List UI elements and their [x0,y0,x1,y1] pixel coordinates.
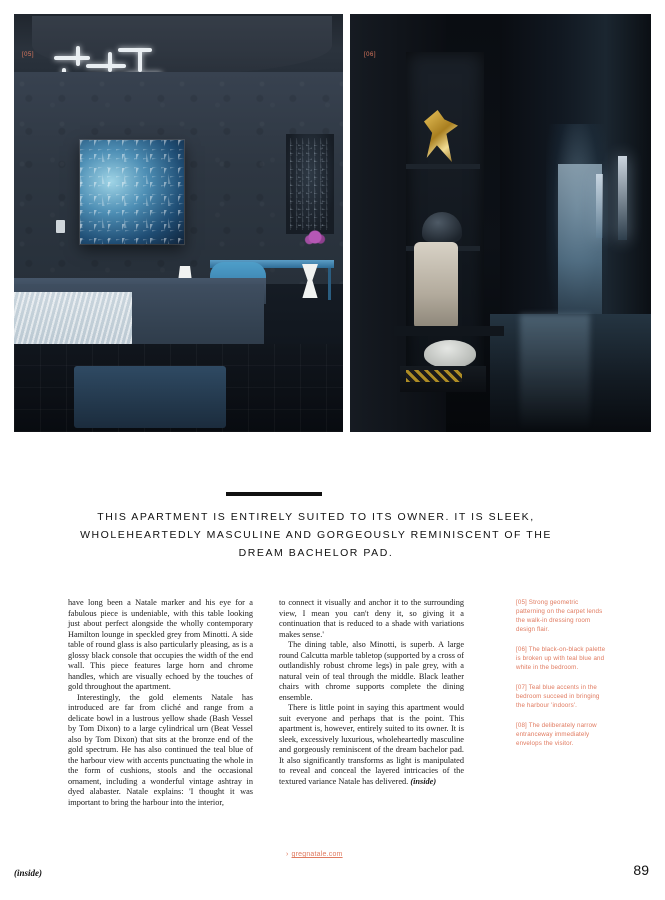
ottoman [74,366,226,428]
caption-text: The deliberately narrow entranceway immediately envelops the visitor. [516,722,597,747]
caption-tag: [07] [516,684,527,691]
photo-tag-left: [05] [22,52,35,58]
paragraph: The dining table, also Minotti, is superb. A large round Calcutta marble tabletop (supported by a cross of outlandishly robust chrome legs) in pale grey, with a natural vein of teal through the middle. Black leather chairs with chrome supports complete the dining ensemble. [279,640,464,702]
caption-rail [516,598,608,759]
caption-item [516,721,608,748]
stone-urn [414,242,458,328]
body-column-two [279,598,464,808]
console-ledge [394,326,504,336]
wall-sconce-icon [618,156,627,240]
body-column-one [68,598,253,808]
caption-tag: [08] [516,722,527,729]
console-leg [328,268,331,300]
masthead: (inside) [14,868,42,878]
hall-floor [490,314,651,432]
hallway-entrance-photo [350,14,651,432]
blue-artwork [80,140,184,244]
paragraph: to connect it visually and anchor it to the surrounding view, I mean you can't deny it, so giving it a continuation that is reduced to a shade with variations makes sense.' [279,598,464,639]
arrow-icon: › [286,851,289,858]
paragraph-text: There is little point in saying this apartment would suit everyone and perhaps that is the point. This apartment is, however, entirely suited to its owner. It is sleek, excessively luxurious, wholeheartedly masculine and gorgeously reminiscent of the dream bachelor pad. It also significantly transforms as light is manipulated to reveal and conceal the layered intricacies of the textured variance Natale has delivered. [279,703,464,786]
caption-item [516,598,608,634]
pullquote: THIS APARTMENT IS ENTIRELY SUITED TO ITS OWNER. IT IS SLEEK, WHOLEHEARTEDLY MASCULINE AND GORGEOUSLY REMINISCENT OF THE DREAM BACHELOR PAD. [80,511,552,559]
hallway-scene [350,14,651,432]
bedroom-scene [14,14,343,432]
page-number: 89 [633,862,649,878]
wall-sconce-icon [596,174,603,238]
flowers [304,228,326,246]
paragraph: have long been a Natale marker and his eye for a fabulous piece is undeniable, with this table looking just about perfect alongside the wholly contemporary Hamilton lounge in speckled grey from Minotti. A side table of round glass is also particularly pleasing, as is a glossy black console that occupies the width of the end wall. This piece features large horn and chrome handles, which are visually echoed by the touches of gold throughout the apartment. [68,598,253,691]
website-url[interactable]: gregnatale.com [291,851,343,858]
bedroom-lounge-photo [14,14,343,432]
inside-mark: (inside) [410,776,437,786]
website-link[interactable] [286,851,343,858]
photo-block [14,14,651,432]
paragraph: Interestingly, the gold elements Natale has introduced are far from cliché and range from a delicate bowl in a lustrous yellow shade (Bash Vessel by Tom Dixon) to a large cylindrical urn (Beat Vessel also by Tom Dixon) that sits at the bronze end of the gold spectrum. He has also continued the teal blue of the harbour view with accents punctuating the whole in the form of cushions, stools and the occasional ornament, including a wonderful vintage ashtray in dyed alabaster. Natale explains: 'I thought it was important to bring the harbour into the interior, [68,692,253,807]
caption-tag: [06] [516,646,527,653]
niche-shelf [406,164,480,169]
wall-sculpture [286,134,334,234]
caption-tag: [05] [516,599,527,606]
body-columns [68,598,464,808]
photo-tag-right: [06] [364,52,377,58]
caption-text: Strong geometric patterning on the carpet lends the walk-in dressing room design flair. [516,599,603,633]
white-bowl [424,340,476,368]
caption-text: The black-on-black palette is broken up with teal blue and white in the bedroom. [516,646,606,671]
book-stack [400,366,486,392]
paragraph [279,703,464,787]
caption-text: Teal blue accents in the bedroom succeed in bringing the harbour 'indoors'. [516,684,600,709]
caption-item [516,645,608,672]
caption-item [516,683,608,710]
light-switch [56,220,65,233]
pullquote-rule [226,492,322,496]
